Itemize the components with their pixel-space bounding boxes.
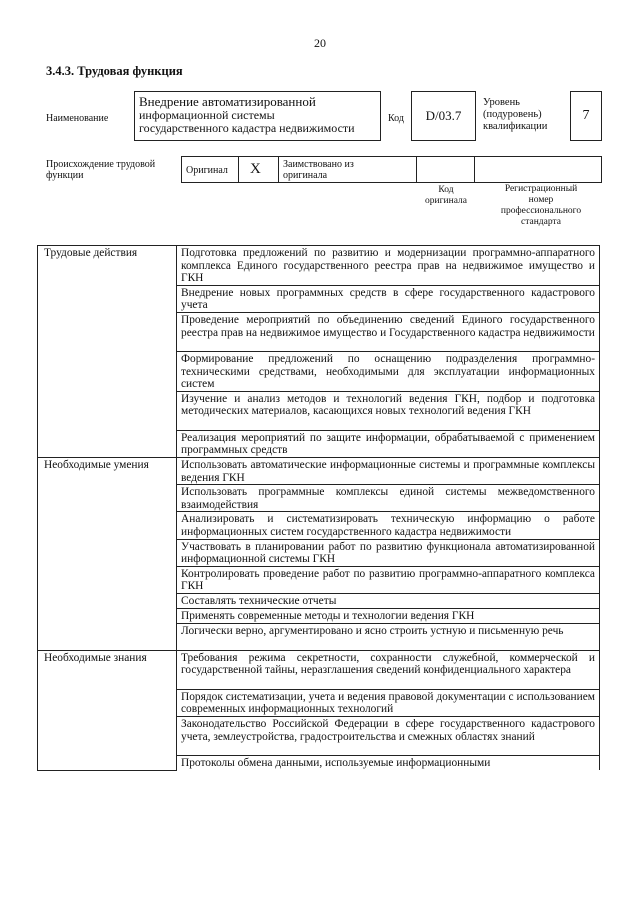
page-number: 20: [314, 36, 326, 50]
skill-item: Участвовать в планировании работ по развитию функционала автоматизированной информационной системы ГКН: [177, 539, 600, 566]
skill-item: Логически верно, аргументировано и ясно строить устную и письменную речь: [177, 623, 600, 650]
function-name-line: информационной системы: [139, 108, 275, 122]
skills-label: Необходимые умения: [38, 457, 177, 650]
table-row: [38, 650, 600, 689]
borrowed-label: [283, 159, 354, 181]
action-item: Изучение и анализ методов и технологий ведения ГКН, подбор и подготовка методических материалов, касающихся новых технологий ведения ГКН: [177, 391, 600, 430]
origin-label-line: Происхождение трудовой: [46, 159, 156, 170]
actions-label: Трудовые действия: [38, 246, 177, 458]
borrowed-label-line: Заимствовано из: [283, 159, 354, 170]
knowledge-item: Протоколы обмена данными, используемые информационными: [177, 756, 600, 771]
table-row: [38, 246, 600, 286]
action-item: Формирование предложений по оснащению подразделения программно-техническими средствами, необходимыми для эксплуатации информационных систем: [177, 351, 600, 391]
reg-caption-line: профессионального: [500, 206, 582, 216]
function-name-line: государственного кадастра недвижимости: [139, 121, 355, 135]
origin-label: [46, 159, 155, 181]
name-label: Наименование: [46, 113, 109, 124]
original-mark: X: [250, 161, 261, 177]
skill-item: Применять современные методы и технологии ведения ГКН: [177, 608, 600, 623]
section-title: 3.4.3. Трудовая функция: [46, 64, 183, 78]
function-name-line: Внедрение автоматизированной: [139, 94, 316, 109]
reg-caption-line: Регистрационный: [504, 184, 578, 194]
code-caption: [416, 185, 476, 207]
knowledge-item: Требования режима секретности, сохранности служебной, коммерческой и государственной тайны, неразглашения сведений конфиденциального характера: [177, 650, 600, 689]
divider: [416, 156, 417, 183]
code-value: D/03.7: [411, 91, 476, 141]
reg-caption-line: номер: [528, 195, 554, 205]
level-value: 7: [570, 91, 602, 141]
origin-label-line: функции: [46, 170, 84, 181]
level-label-line: (подуровень): [483, 109, 542, 120]
skill-item: Составлять технические отчеты: [177, 593, 600, 608]
knowledge-item: Законодательство Российской Федерации в сфере государственного кадастрового учета, землеустройства, градостроительства и смежных областях знаний: [177, 717, 600, 756]
table-row: [38, 457, 600, 484]
function-name-box: [134, 91, 381, 141]
code-caption-line: Код: [438, 185, 454, 195]
code-caption-line: оригинала: [425, 196, 467, 206]
skill-item: Контролировать проведение работ по развитию программно-аппаратного комплекса ГКН: [177, 566, 600, 593]
level-label-line: Уровень: [483, 97, 520, 108]
skill-item: Использовать автоматические информационные системы и программные комплексы ведения ГКН: [177, 457, 600, 484]
reg-caption-line: стандарта: [521, 217, 561, 227]
divider: [278, 156, 279, 183]
action-item: Подготовка предложений по развитию и модернизации программно-аппаратного комплекса Единого государственного реестра прав на недвижимое имущество и ГКН: [177, 246, 600, 286]
action-item: Проведение мероприятий по объединению сведений Единого государственного реестра прав на недвижимое имущество и Государственного кадастра недвижимости: [177, 312, 600, 351]
skill-item: Использовать программные комплексы единой системы межведомственного взаимодействия: [177, 485, 600, 512]
divider: [474, 156, 475, 183]
level-label-line: квалификации: [483, 121, 548, 132]
action-item: Реализация мероприятий по защите информации, обрабатываемой с применением программных средств: [177, 430, 600, 457]
knowledge-label: Необходимые знания: [38, 650, 177, 770]
original-label: Оригинал: [186, 165, 228, 176]
reg-caption: [478, 184, 604, 228]
action-item: Внедрение новых программных средств в сфере государственного кадастрового учета: [177, 285, 600, 312]
function-table: [37, 245, 600, 771]
borrowed-label-line: оригинала: [283, 170, 328, 181]
level-label: [483, 97, 547, 133]
divider: [238, 156, 239, 183]
origin-row: [181, 156, 602, 183]
skill-item: Анализировать и систематизировать техническую информацию о работе информационных систем государственного кадастра недвижимости: [177, 512, 600, 539]
knowledge-item: Порядок систематизации, учета и ведения правовой документации с использованием современных информационных технологий: [177, 689, 600, 716]
code-label: Код: [388, 113, 404, 124]
